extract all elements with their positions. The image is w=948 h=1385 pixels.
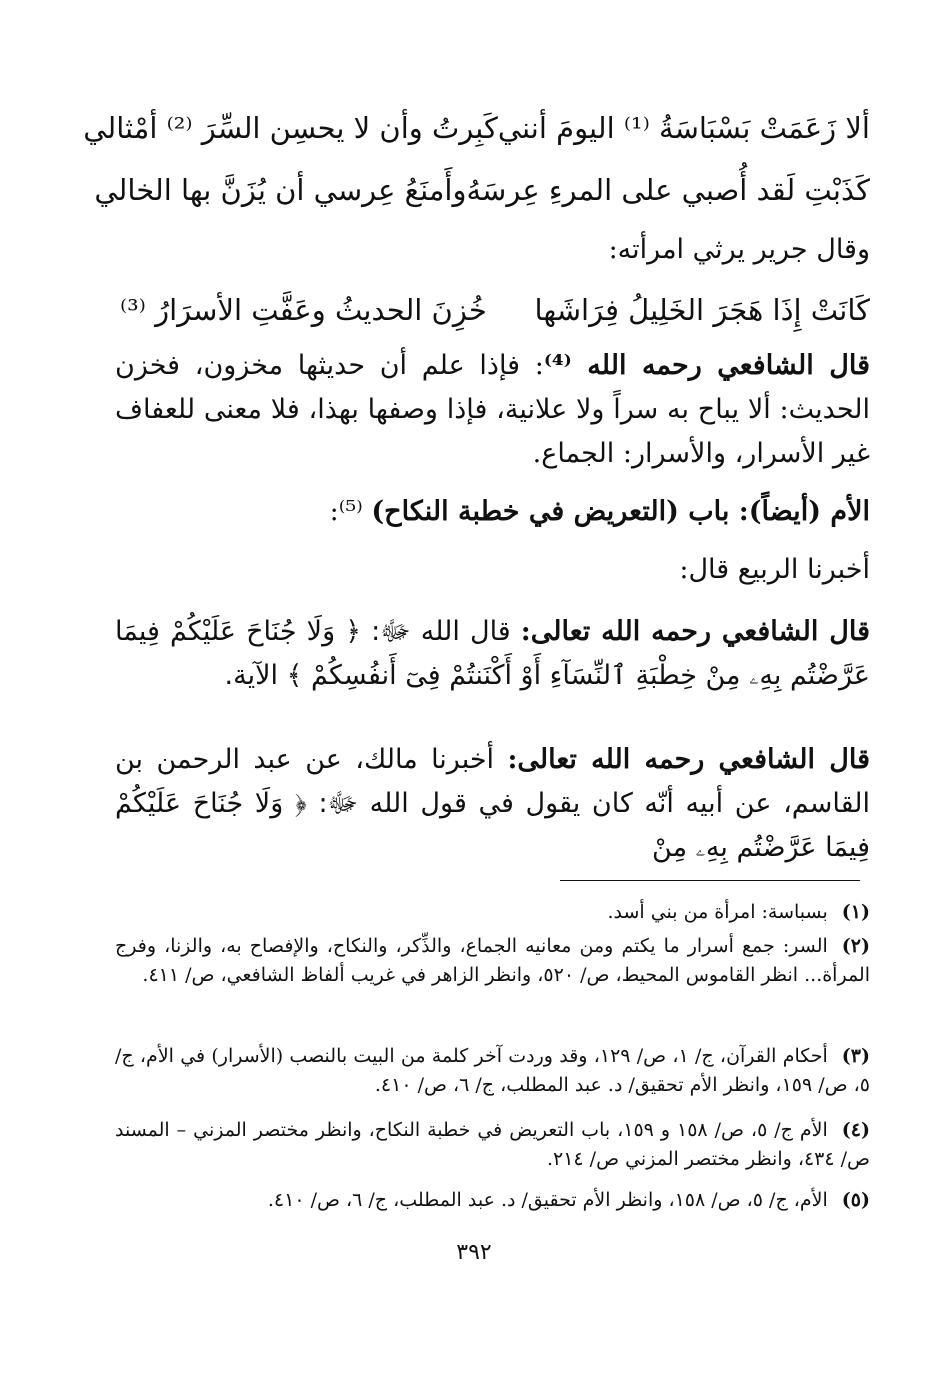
quran-verse-text: قال الله ﷻ: ﴿ وَلَا جُنَاحَ عَلَيْكُمْ فِيمَا عَرَّضْتُم بِهِۦ مِنْ خِطْبَةِ ٱلنِّسَآءِ أَوْ أَكْنَنتُمْ فِىٓ أَنفُسِكُمْ ﴾ الآية. [115, 616, 870, 691]
shafii-comment-paragraph [115, 344, 870, 476]
section-heading-ref: ⁽⁵⁾: [329, 496, 372, 527]
verse-2-second-hemistich: وأَمنَعُ عِرسي أن يُزَنَّ بها الخالي [94, 173, 467, 207]
jarir-intro: وقال جرير يرثي امرأته: [608, 234, 870, 265]
verse-2-first-hemistich: كَذَبْتِ لَقد أُصبي على المرءِ عِرسَهُ [466, 173, 870, 207]
footnote-separator [560, 880, 860, 881]
footnote-4 [115, 1116, 870, 1174]
footnote-3-number: (٣) [841, 1045, 871, 1067]
shafii-comment-text: : فإذا علم أن حديثها مخزون، فخزن الحديث: ألا يباح به سراً ولا علانية، فإذا وصفها بهذا، فلا معنى للعفاف غير الأسرار، والأسرار: الجماع. [115, 350, 870, 469]
verse-3-first-hemistich: كَانَتْ إِذَا هَجَرَ الخَلِيلُ فِرَاشَها [534, 293, 870, 327]
footnote-5 [115, 1186, 870, 1215]
section-heading [115, 490, 870, 534]
footnote-4-text: الأم ج/ ٥، ص/ ١٥٨ و ١٥٩، باب التعريض في خطبة النكاح، وانظر مختصر المزني – المسند ص/ ٤٣٤، وانظر مختصر المزني ص/ ٢١٤. [115, 1119, 870, 1170]
shafii-attribution-3: قال الشافعي رحمه الله تعالى: [507, 744, 871, 775]
footnote-5-number: (٥) [841, 1189, 870, 1211]
poem-verse-3 [120, 290, 870, 330]
footnote-2-text: السر: جمع أسرار ما يكتم ومن معانيه الجماع، والذِّكر، والنكاح، والإفصاح به، والزنا، وفرج المرأة... انظر القاموس المحيط، ص/ ٥٢٠، وانظر الزاهر في غريب ألفاظ الشافعي، ص/ ٤١١. [115, 935, 870, 986]
footnote-2 [115, 932, 870, 990]
footnote-4-number: (٤) [841, 1119, 870, 1141]
page-number: ٣٩٢ [456, 1240, 492, 1265]
malik-narration-paragraph [115, 738, 870, 870]
footnote-1-text: بسباسة: امرأة من بني أسد. [607, 901, 828, 923]
malik-narration-text: أخبرنا مالك، عن عبد الرحمن بن القاسم، عن أبيه أنّه كان يقول في قول الله ﷻ: ﴿ وَلَا جُنَاحَ عَلَيْكُمْ فِيمَا عَرَّضْتُم بِهِۦ مِنْ [115, 744, 870, 863]
footnote-2-number: (٢) [841, 935, 870, 957]
shafii-attribution-2: قال الشافعي رحمه الله تعالى: [520, 616, 870, 647]
quran-paragraph [115, 610, 870, 698]
verse-3-second-hemistich: خُزِنَ الحديثُ وعَفَّتِ الأسرَارُ ⁽³⁾ [120, 293, 487, 327]
footnote-3 [115, 1042, 870, 1100]
footnote-3-text: أحكام القرآن، ج/ ١، ص/ ١٢٩، وقد وردت آخر كلمة من البيت بالنصب (الأسرار) في الأم، ج/ ٥، ص/ ١٥٩، وانظر الأم تحقيق/ د. عبد المطلب، ج/ ٦، ص/ ٤١٠. [115, 1045, 870, 1096]
footnote-5-text: الأم، ج/ ٥، ص/ ١٥٨، وانظر الأم تحقيق/ د. عبد المطلب، ج/ ٦، ص/ ٤١٠. [267, 1189, 828, 1211]
shafii-attribution: قال الشافعي رحمه الله ⁽⁴⁾ [543, 350, 871, 381]
poem-verse-1 [83, 108, 870, 148]
verse-1-second-hemistich: كَبِرتُ وأن لا يحسِن السِّرَ ⁽²⁾ أمْثالي [83, 111, 498, 145]
section-heading-title: الأم (أيضاً): باب (التعريض في خطبة النكاح) [371, 496, 870, 527]
poem-verse-2 [94, 170, 870, 210]
footnote-1-number: (١) [841, 901, 870, 923]
rabi-report: أخبرنا الربيع قال: [679, 554, 870, 585]
verse-1-first-hemistich: ألا زَعَمَتْ بَسْبَاسَةُ ⁽¹⁾ اليومَ أنني [497, 111, 870, 145]
footnote-1 [115, 898, 870, 927]
